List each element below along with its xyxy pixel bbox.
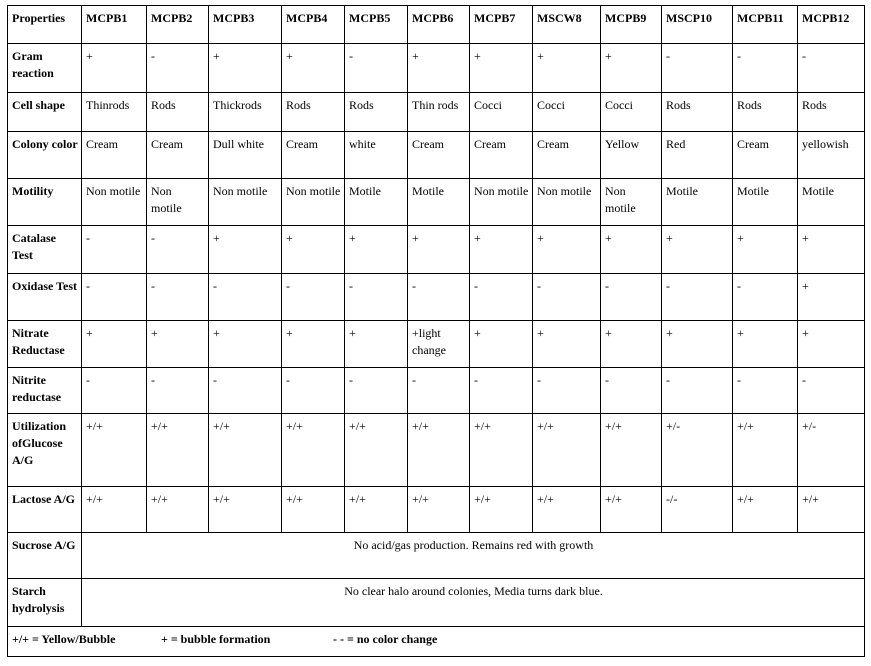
table-row (8, 368, 865, 414)
table-cell: - (601, 273, 662, 320)
table-cell: - (470, 273, 533, 320)
table-cell: - (662, 44, 733, 92)
column-header-strain: MCPB2 (147, 6, 209, 44)
table-cell: yellowish (798, 131, 865, 178)
row-label: Gram reaction (8, 44, 82, 92)
row-label: Starch hydrolysis (8, 579, 82, 626)
table-cell: Yellow (601, 131, 662, 178)
row-label: Oxidase Test (8, 273, 82, 320)
table-cell: +/+ (408, 486, 470, 532)
table-cell: +/+ (209, 486, 282, 532)
column-header-properties: Properties (8, 6, 82, 44)
table-cell: + (470, 226, 533, 273)
table-cell: + (209, 320, 282, 367)
row-label: Sucrose A/G (8, 533, 82, 579)
table-cell: + (662, 226, 733, 273)
column-header-strain: MCPB4 (282, 6, 345, 44)
table-row (8, 226, 865, 273)
table-cell: - (533, 273, 601, 320)
table-span-row (8, 533, 865, 579)
table-cell: Rods (662, 92, 733, 131)
table-cell: Cream (733, 131, 798, 178)
table-cell: +/+ (345, 414, 408, 486)
table-cell: - (601, 368, 662, 414)
column-header-strain: MCPB11 (733, 6, 798, 44)
table-cell: + (282, 320, 345, 367)
table-cell: + (209, 226, 282, 273)
table-cell: - (662, 273, 733, 320)
table-cell: Non motile (147, 179, 209, 226)
table-cell: - (282, 368, 345, 414)
table-cell: Motile (733, 179, 798, 226)
table-cell: +/+ (601, 486, 662, 532)
row-label: Colony color (8, 131, 82, 178)
table-cell: Non motile (82, 179, 147, 226)
table-cell: - (209, 273, 282, 320)
table-cell: + (82, 44, 147, 92)
table-cell: + (798, 320, 865, 367)
table-cell: Cream (470, 131, 533, 178)
column-header-strain: MCPB9 (601, 6, 662, 44)
table-cell: + (82, 320, 147, 367)
table-cell: +/+ (345, 486, 408, 532)
table-cell: +/+ (798, 486, 865, 532)
table-cell: +/+ (209, 414, 282, 486)
table-cell: - (147, 368, 209, 414)
table-cell: + (209, 44, 282, 92)
table-cell: + (345, 226, 408, 273)
table-row (8, 92, 865, 131)
table-cell: Motile (798, 179, 865, 226)
table-cell: Cocci (533, 92, 601, 131)
table-cell: - (733, 368, 798, 414)
table-cell: white (345, 131, 408, 178)
column-header-strain: MCPB1 (82, 6, 147, 44)
row-label: Nitrite reductase (8, 368, 82, 414)
table-cell: + (733, 226, 798, 273)
table-cell: - (82, 226, 147, 273)
table-cell: + (533, 320, 601, 367)
table-cell: +/+ (147, 414, 209, 486)
column-header-strain: MSCP10 (662, 6, 733, 44)
table-cell: +/+ (601, 414, 662, 486)
row-label: Motility (8, 179, 82, 226)
table-cell: +/+ (470, 414, 533, 486)
table-cell: + (470, 320, 533, 367)
row-label: Nitrate Reductase (8, 320, 82, 367)
table-cell: +/+ (82, 486, 147, 532)
table-cell: Rods (345, 92, 408, 131)
table-cell: +/+ (733, 414, 798, 486)
column-header-strain: MCPB3 (209, 6, 282, 44)
table-cell: Cream (533, 131, 601, 178)
table-cell: + (282, 226, 345, 273)
table-cell: +light change (408, 320, 470, 367)
table-cell: - (282, 273, 345, 320)
table-cell: - (345, 44, 408, 92)
table-cell: - (798, 368, 865, 414)
table-header-row (8, 6, 865, 44)
table-cell: + (798, 273, 865, 320)
table-cell: Non motile (209, 179, 282, 226)
table-cell: + (601, 44, 662, 92)
table-cell: - (209, 368, 282, 414)
table-cell: +/- (662, 414, 733, 486)
table-cell: + (533, 44, 601, 92)
table-cell: Rods (147, 92, 209, 131)
table-cell: Motile (408, 179, 470, 226)
table-cell: + (345, 320, 408, 367)
table-cell: + (470, 44, 533, 92)
table-cell: Rods (733, 92, 798, 131)
table-cell: +/+ (408, 414, 470, 486)
table-cell: -/- (662, 486, 733, 532)
legend-cell (8, 626, 865, 656)
table-cell: Thinrods (82, 92, 147, 131)
table-cell: Non motile (601, 179, 662, 226)
table-cell: +/- (798, 414, 865, 486)
biochemical-characteristics-table (7, 5, 865, 657)
column-header-strain: MCPB5 (345, 6, 408, 44)
merged-result-cell: No acid/gas production. Remains red with growth (82, 533, 865, 579)
merged-result-cell: No clear halo around colonies, Media turns dark blue. (82, 579, 865, 626)
column-header-strain: MCPB7 (470, 6, 533, 44)
table-cell: Motile (345, 179, 408, 226)
column-header-strain: MCPB6 (408, 6, 470, 44)
table-row (8, 179, 865, 226)
table-row (8, 320, 865, 367)
table-cell: - (798, 44, 865, 92)
table-cell: - (345, 273, 408, 320)
table-cell: +/+ (733, 486, 798, 532)
table-cell: Motile (662, 179, 733, 226)
table-cell: - (533, 368, 601, 414)
table-cell: Thickrods (209, 92, 282, 131)
table-cell: - (470, 368, 533, 414)
table-cell: + (601, 226, 662, 273)
table-cell: + (147, 320, 209, 367)
table-cell: - (82, 273, 147, 320)
table-cell: +/+ (147, 486, 209, 532)
table-cell: + (282, 44, 345, 92)
table-cell: - (733, 273, 798, 320)
legend-row (8, 626, 865, 656)
table-cell: - (82, 368, 147, 414)
table-cell: +/+ (82, 414, 147, 486)
table-row (8, 414, 865, 486)
table-cell: - (147, 44, 209, 92)
legend-item: - - = no color change (333, 631, 438, 646)
table-cell: + (408, 44, 470, 92)
legend-item: + = bubble formation (161, 631, 271, 646)
table-cell: +/+ (533, 414, 601, 486)
table-cell: Non motile (470, 179, 533, 226)
table-cell: Cocci (601, 92, 662, 131)
table-cell: + (533, 226, 601, 273)
table-cell: Cream (282, 131, 345, 178)
table-cell: - (733, 44, 798, 92)
table-cell: - (408, 368, 470, 414)
table-cell: +/+ (282, 486, 345, 532)
row-label: Catalase Test (8, 226, 82, 273)
row-label: Cell shape (8, 92, 82, 131)
table-cell: + (662, 320, 733, 367)
table-cell: - (345, 368, 408, 414)
table-cell: Thin rods (408, 92, 470, 131)
table-cell: Rods (798, 92, 865, 131)
table-cell: Cream (408, 131, 470, 178)
table-row (8, 486, 865, 532)
table-cell: Non motile (533, 179, 601, 226)
table-cell: +/+ (533, 486, 601, 532)
table-row (8, 44, 865, 92)
table-cell: + (408, 226, 470, 273)
table-row (8, 273, 865, 320)
legend-item: +/+ = Yellow/Bubble (12, 631, 116, 646)
table-cell: +/+ (282, 414, 345, 486)
table-cell: - (147, 273, 209, 320)
table-cell: Dull white (209, 131, 282, 178)
column-header-strain: MCPB12 (798, 6, 865, 44)
table-cell: +/+ (470, 486, 533, 532)
table-cell: Cocci (470, 92, 533, 131)
column-header-strain: MSCW8 (533, 6, 601, 44)
table-cell: Non motile (282, 179, 345, 226)
table-cell: Red (662, 131, 733, 178)
table-cell: Rods (282, 92, 345, 131)
table-cell: - (408, 273, 470, 320)
table-cell: + (601, 320, 662, 367)
table-cell: Cream (147, 131, 209, 178)
table-cell: + (733, 320, 798, 367)
row-label: Utilization ofGlucose A/G (8, 414, 82, 486)
table-body (8, 6, 865, 657)
table-row (8, 131, 865, 178)
table-span-row (8, 579, 865, 626)
table-cell: Cream (82, 131, 147, 178)
table-cell: + (798, 226, 865, 273)
table-cell: - (147, 226, 209, 273)
row-label: Lactose A/G (8, 486, 82, 532)
table-cell: - (662, 368, 733, 414)
